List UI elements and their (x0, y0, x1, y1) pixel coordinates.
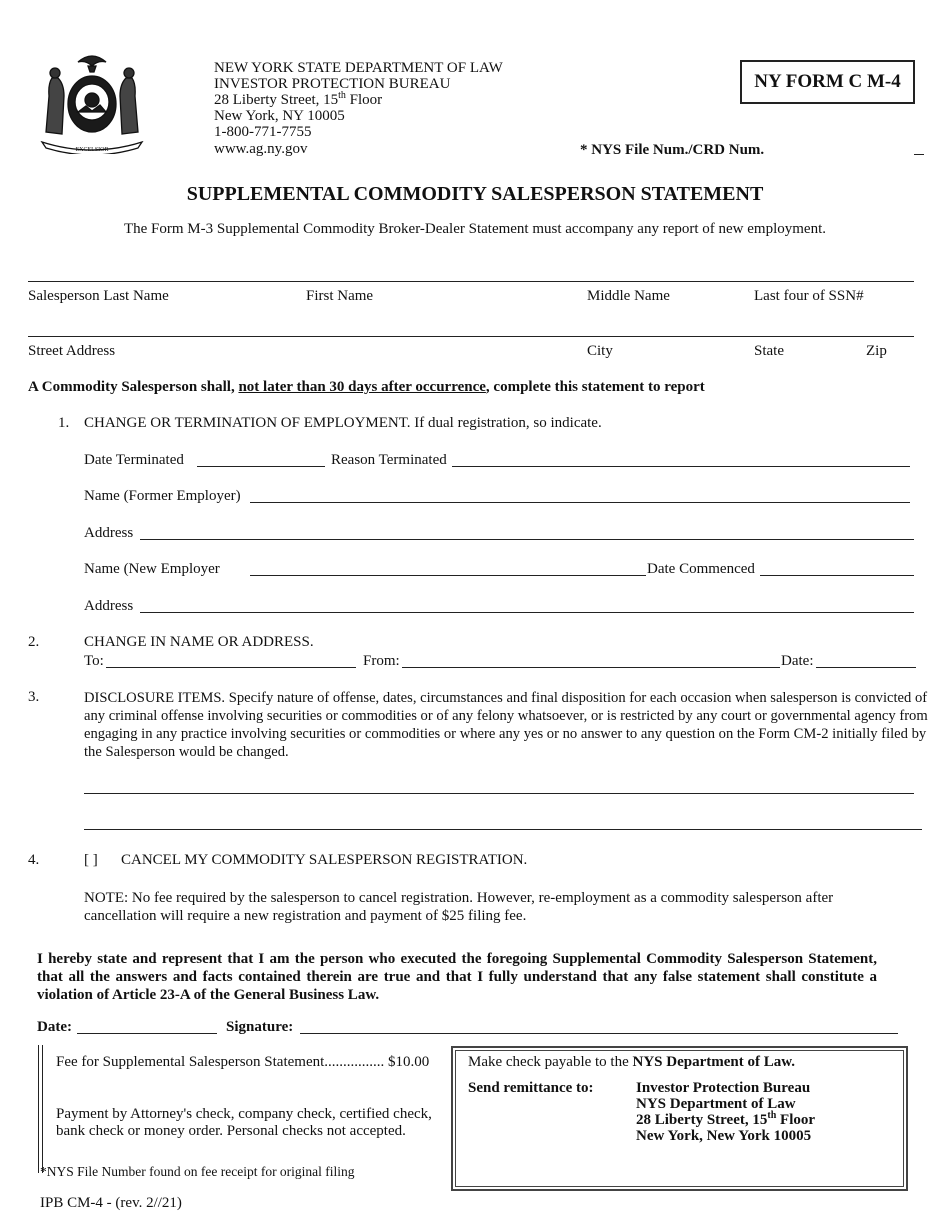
send-remittance-label: Send remittance to: (468, 1080, 594, 1096)
instruction-pre: A Commodity Salesperson shall, (28, 379, 239, 395)
cancel-registration-label: CANCEL MY COMMODITY SALESPERSON REGISTRATION. (121, 852, 528, 868)
remit-addr-2: NYS Department of Law (636, 1096, 796, 1112)
city-label: City (587, 343, 613, 359)
agency-street-sup: th (338, 90, 346, 101)
from-label: From: (363, 653, 400, 669)
change-date-field[interactable] (816, 667, 916, 668)
zip-label: Zip (866, 343, 887, 359)
sign-date-label: Date: (37, 1019, 72, 1035)
reason-terminated-label: Reason Terminated (331, 452, 447, 468)
agency-name: NEW YORK STATE DEPARTMENT OF LAW (214, 60, 503, 76)
former-employer-label: Name (Former Employer) (84, 488, 241, 504)
fee-box-border (38, 1045, 43, 1173)
to-field[interactable] (106, 667, 356, 668)
remit-addr-3-suffix: Floor (776, 1112, 816, 1128)
form-label-box (740, 60, 915, 104)
fee-dots: ................ (324, 1054, 385, 1070)
payment-line-2: bank check or money order. Personal checks not accepted. (56, 1123, 406, 1139)
agency-website: www.ag.ny.gov (214, 141, 308, 157)
item3-disclosure-text: DISCLOSURE ITEMS. Specify nature of offense, dates, circumstances and final disposition for each occasion when salesperson is convicted of any criminal offense involving securities or commodities or of any felony whatsoever, or is restricted by any court or governmental agency from engaging in any practice involving securities or commodities or where any yes or no answer to any question on the Form CM-2 initially filed by the Salesperson would be changed. (84, 690, 928, 760)
payable-pre: Make check payable to the (468, 1054, 633, 1070)
former-employer-field[interactable] (250, 502, 910, 503)
seal-motto: EXCELSIOR (75, 147, 109, 153)
attestation: I hereby state and represent that I am the person who executed the foregoing Supplemental Commodity Salesperson Statement, that all the answers and facts contained therein are true and that I fully understand that any false statement shall constitute a violation of Article 23-A of the General Business Law. (37, 951, 877, 1003)
file-num-field[interactable] (914, 154, 924, 155)
instruction-deadline: not later than 30 days after occurrence (238, 379, 486, 395)
former-address-field[interactable] (140, 539, 914, 540)
instruction (28, 379, 705, 396)
state-label: State (754, 343, 784, 359)
date-terminated-label: Date Terminated (84, 452, 184, 468)
fee-amount: $10.00 (388, 1054, 430, 1070)
payable-bold: NYS Department of Law. (632, 1054, 796, 1070)
new-employer-label: Name (New Employer (84, 561, 220, 577)
remit-addr-1: Investor Protection Bureau (636, 1080, 811, 1096)
payable-line (468, 1054, 795, 1071)
item2-heading: CHANGE IN NAME OR ADDRESS. (84, 634, 314, 650)
date-commenced-field[interactable] (760, 575, 914, 576)
from-field[interactable] (402, 667, 780, 668)
street-address-label: Street Address (28, 343, 116, 359)
agency-phone: 1-800-771-7755 (214, 124, 312, 140)
form-label: NY FORM C M-4 (754, 71, 901, 92)
disclosure-line-2[interactable] (84, 829, 922, 830)
new-address-field[interactable] (140, 612, 914, 613)
change-date-label: Date: (781, 653, 814, 669)
last-name-label: Salesperson Last Name (28, 288, 169, 304)
sign-date-field[interactable] (77, 1033, 217, 1034)
name-fill-line[interactable] (28, 281, 914, 282)
cancel-checkbox[interactable]: [ ] (84, 852, 98, 868)
form-revision-footer: IPB CM-4 - (rev. 2//21) (40, 1195, 182, 1211)
date-commenced-label: Date Commenced (647, 561, 755, 577)
agency-street-suffix: Floor (345, 92, 383, 108)
former-address-label: Address (84, 525, 134, 541)
bureau-name: INVESTOR PROTECTION BUREAU (214, 76, 451, 92)
file-num-label: * NYS File Num./CRD Num. (580, 142, 765, 158)
item1-heading: CHANGE OR TERMINATION OF EMPLOYMENT. If dual registration, so indicate. (84, 415, 602, 431)
to-label: To: (84, 653, 104, 669)
subtitle: The Form M-3 Supplemental Commodity Broker-Dealer Statement must accompany any report of new employment. (123, 221, 827, 237)
reason-terminated-field[interactable] (452, 466, 910, 467)
cancel-note: NOTE: No fee required by the salesperson to cancel registration. However, re-employment as a commodity salesperson after cancellation will require a new registration and payment of $25 filing fee. (84, 890, 834, 924)
remit-addr-3-sup: th (767, 1110, 777, 1121)
item3-number: 3. (28, 689, 40, 705)
page-title: SUPPLEMENTAL COMMODITY SALESPERSON STATEMENT (186, 183, 764, 205)
first-name-label: First Name (306, 288, 374, 304)
date-terminated-field[interactable] (197, 466, 325, 467)
nys-seal-logo (34, 48, 150, 154)
remit-addr-3 (636, 1112, 815, 1129)
remit-addr-4: New York, New York 10005 (636, 1128, 812, 1144)
file-number-footnote: *NYS File Number found on fee receipt for original filing (40, 1164, 355, 1179)
signature-field[interactable] (300, 1033, 898, 1034)
item4-number: 4. (28, 852, 40, 868)
disclosure-line-1[interactable] (84, 793, 914, 794)
new-address-label: Address (84, 598, 134, 614)
remit-addr-3-prefix: 28 Liberty Street, 15 (636, 1112, 768, 1128)
payment-line-1: Payment by Attorney's check, company check, certified check, (56, 1106, 432, 1122)
address-fill-line[interactable] (28, 336, 914, 337)
item2-number: 2. (28, 634, 40, 650)
middle-name-label: Middle Name (587, 288, 670, 304)
fee-line (56, 1054, 429, 1071)
fee-label: Fee for Supplemental Salesperson Statement (56, 1054, 325, 1070)
new-employer-field[interactable] (250, 575, 646, 576)
item1-number: 1. (58, 415, 70, 431)
agency-city: New York, NY 10005 (214, 108, 345, 124)
agency-street (214, 92, 382, 109)
instruction-post: , complete this statement to report (485, 379, 705, 395)
signature-label: Signature: (226, 1019, 294, 1035)
agency-street-prefix: 28 Liberty Street, 15 (214, 92, 339, 108)
ssn-label: Last four of SSN# (754, 288, 864, 304)
